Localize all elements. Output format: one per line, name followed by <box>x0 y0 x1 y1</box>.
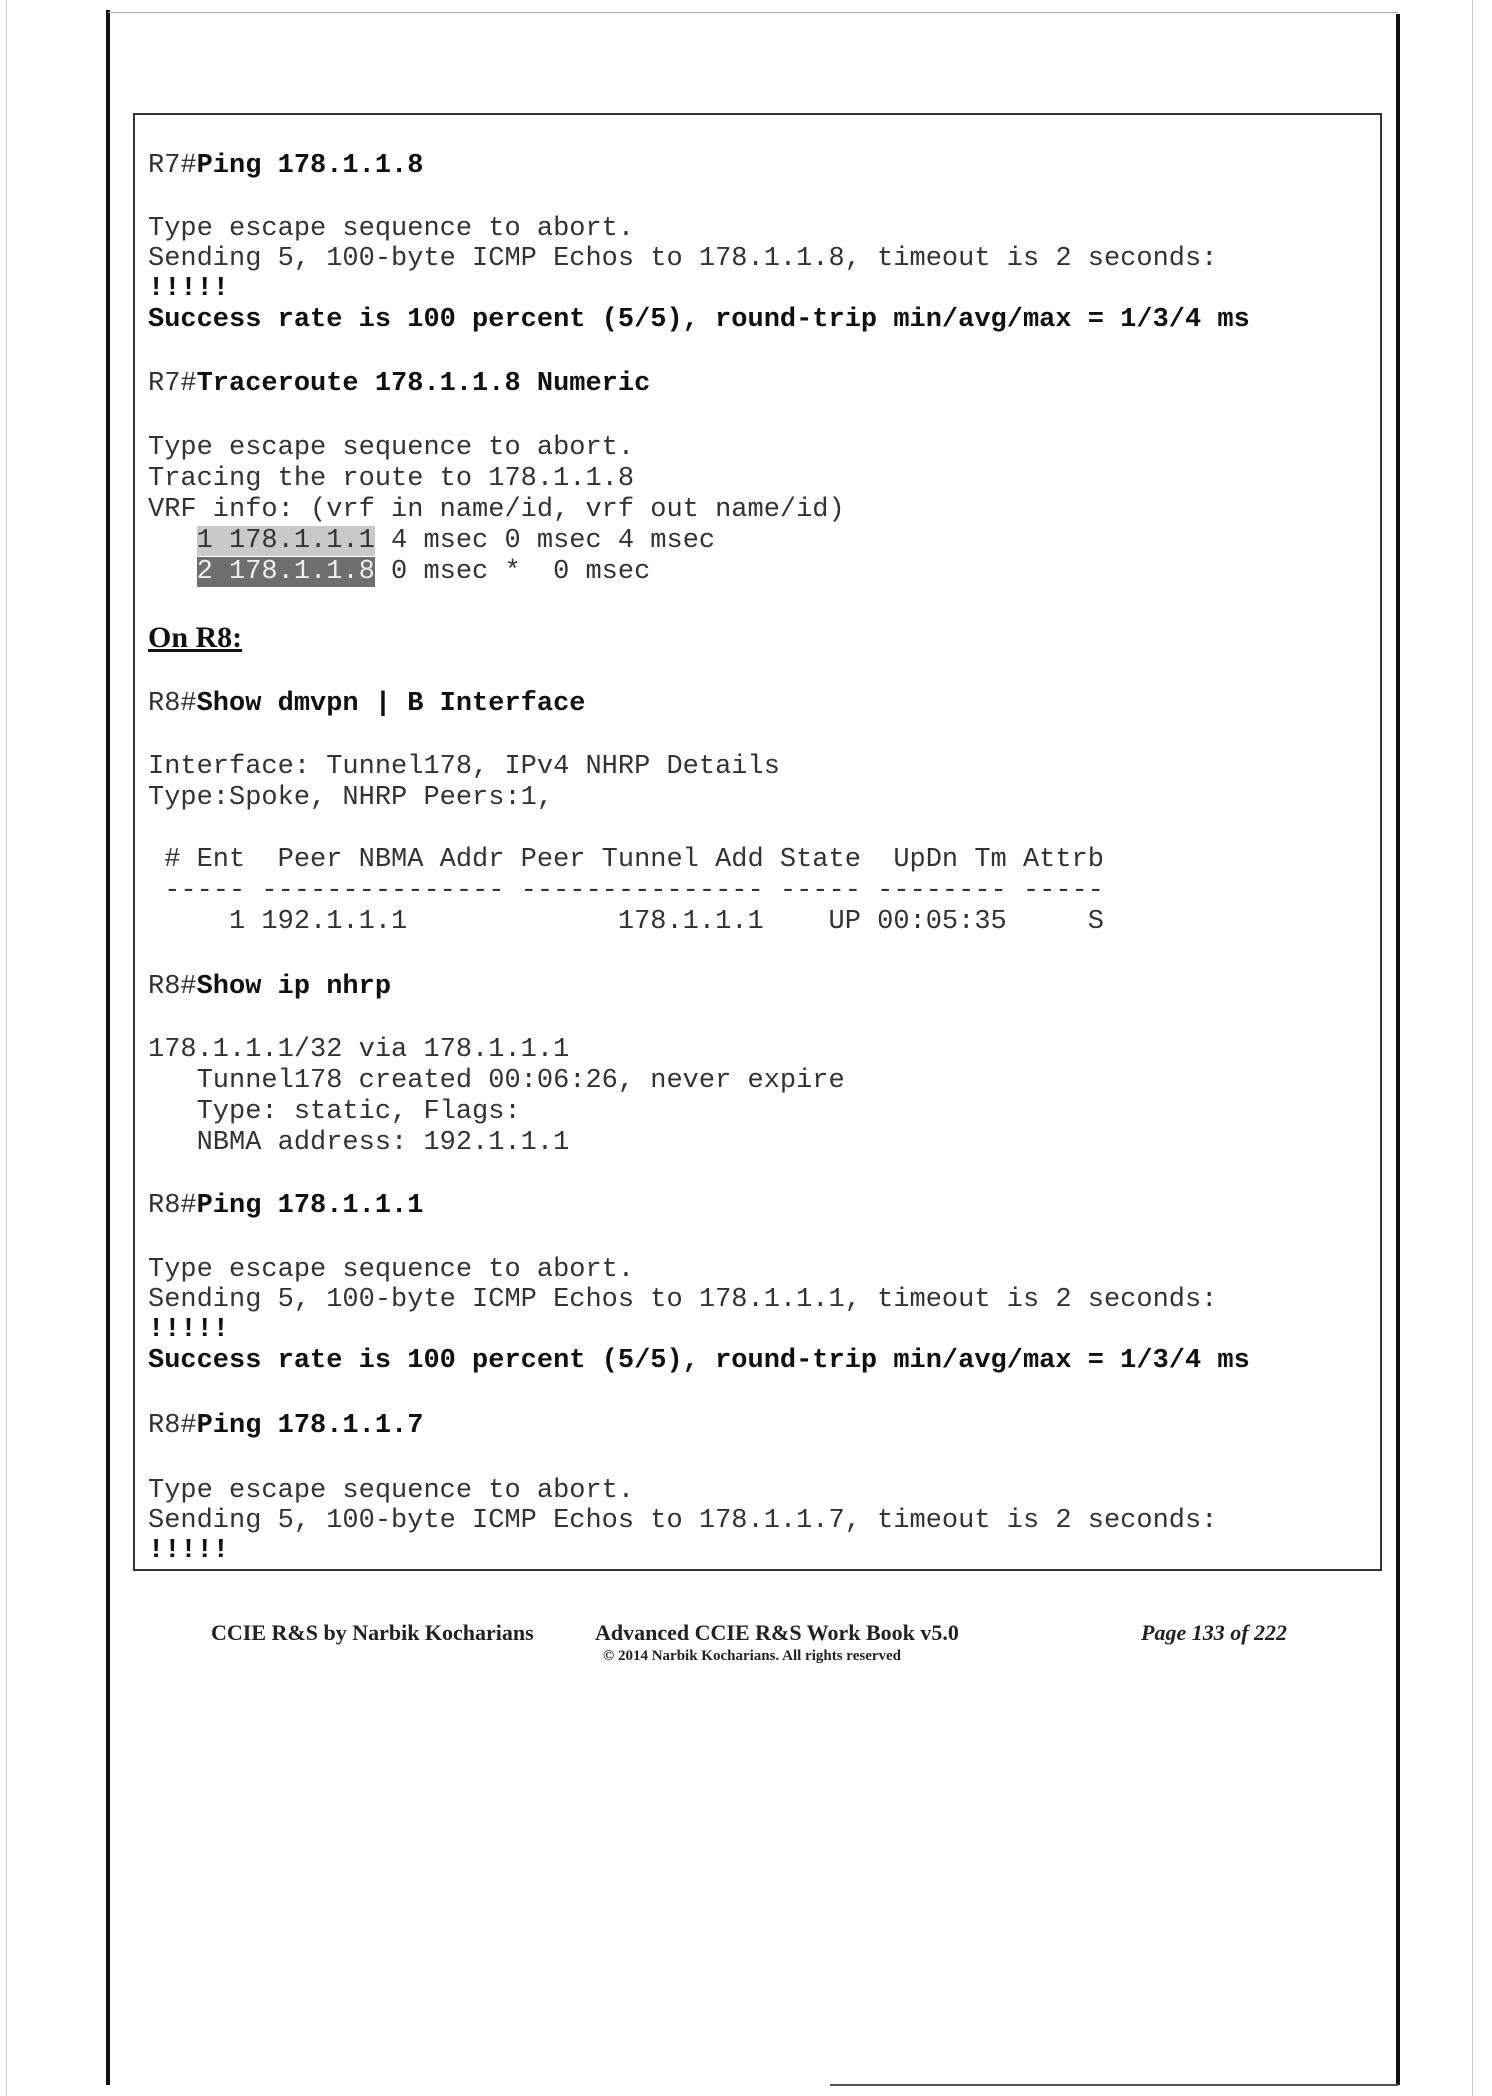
frame-border-right <box>1396 14 1400 2085</box>
console-line: !!!!! <box>148 1536 230 1566</box>
traceroute-hop: 1 178.1.1.1 4 msec 0 msec 4 msec <box>196 526 716 556</box>
console-line: Success rate is 100 percent (5/5), round-trip min/avg/max = 1/3/4 ms <box>148 1346 1250 1376</box>
page-edge-left <box>6 0 7 2096</box>
console-line: VRF info: (vrf in name/id, vrf out name/id) <box>148 495 845 525</box>
console-line: !!!!! <box>148 1315 230 1345</box>
frame-border-top <box>108 12 1398 13</box>
frame-border-bottom <box>830 2084 1398 2086</box>
console-line: Type escape sequence to abort. <box>148 214 635 244</box>
console-line: R7#Traceroute 178.1.1.8 Numeric <box>148 369 651 399</box>
console-line: Tracing the route to 178.1.1.8 <box>148 464 635 494</box>
console-line: Sending 5, 100-byte ICMP Echos to 178.1.1.1, timeout is 2 seconds: <box>148 1285 1218 1315</box>
console-line: R8#Ping 178.1.1.1 <box>148 1191 424 1221</box>
section-heading: On R8: <box>148 621 243 654</box>
console-line: R8#Show ip nhrp <box>148 972 392 1002</box>
table-row: 1 192.1.1.1 178.1.1.1 UP 00:05:35 S <box>148 907 1104 937</box>
frame-border-left <box>106 10 110 2085</box>
console-output-box <box>133 113 1382 1571</box>
footer-author: CCIE R&S by Narbik Kocharians <box>211 1620 534 1645</box>
console-line: Type:Spoke, NHRP Peers:1, <box>148 783 554 813</box>
console-line: !!!!! <box>148 274 230 304</box>
hop-highlight: 2 178.1.1.8 <box>196 557 375 587</box>
footer-copyright: © 2014 Narbik Kocharians. All rights reserved <box>603 1648 902 1664</box>
footer-title-block <box>595 1620 995 1665</box>
console-line: 178.1.1.1/32 via 178.1.1.1 <box>148 1035 570 1065</box>
console-line: Success rate is 100 percent (5/5), round-trip min/avg/max = 1/3/4 ms <box>148 305 1250 335</box>
console-line: Type escape sequence to abort. <box>148 1476 635 1506</box>
console-line: Sending 5, 100-byte ICMP Echos to 178.1.1.8, timeout is 2 seconds: <box>148 244 1218 274</box>
page-edge-right <box>1472 0 1473 2096</box>
console-line: Tunnel178 created 00:06:26, never expire <box>148 1066 845 1096</box>
footer-page-number: Page 133 of 222 <box>1141 1620 1288 1645</box>
console-line: Sending 5, 100-byte ICMP Echos to 178.1.1.7, timeout is 2 seconds: <box>148 1506 1218 1536</box>
traceroute-hop: 2 178.1.1.8 0 msec * 0 msec <box>196 557 651 587</box>
console-line: NBMA address: 192.1.1.1 <box>148 1128 570 1158</box>
console-line: R7#Ping 178.1.1.8 <box>148 151 424 181</box>
console-line: Interface: Tunnel178, IPv4 NHRP Details <box>148 752 780 782</box>
console-line: Type escape sequence to abort. <box>148 1255 635 1285</box>
table-header: # Ent Peer NBMA Addr Peer Tunnel Add State UpDn Tm Attrb <box>148 845 1104 875</box>
table-separator: ----- --------------- --------------- ----- -------- ----- <box>148 876 1104 906</box>
console-line: R8#Ping 178.1.1.7 <box>148 1411 424 1441</box>
console-line: R8#Show dmvpn | B Interface <box>148 689 586 719</box>
console-line: Type escape sequence to abort. <box>148 433 635 463</box>
hop-highlight: 1 178.1.1.1 <box>196 526 375 556</box>
console-line: Type: static, Flags: <box>148 1097 521 1127</box>
footer-book-title: Advanced CCIE R&S Work Book v5.0 <box>595 1620 959 1645</box>
